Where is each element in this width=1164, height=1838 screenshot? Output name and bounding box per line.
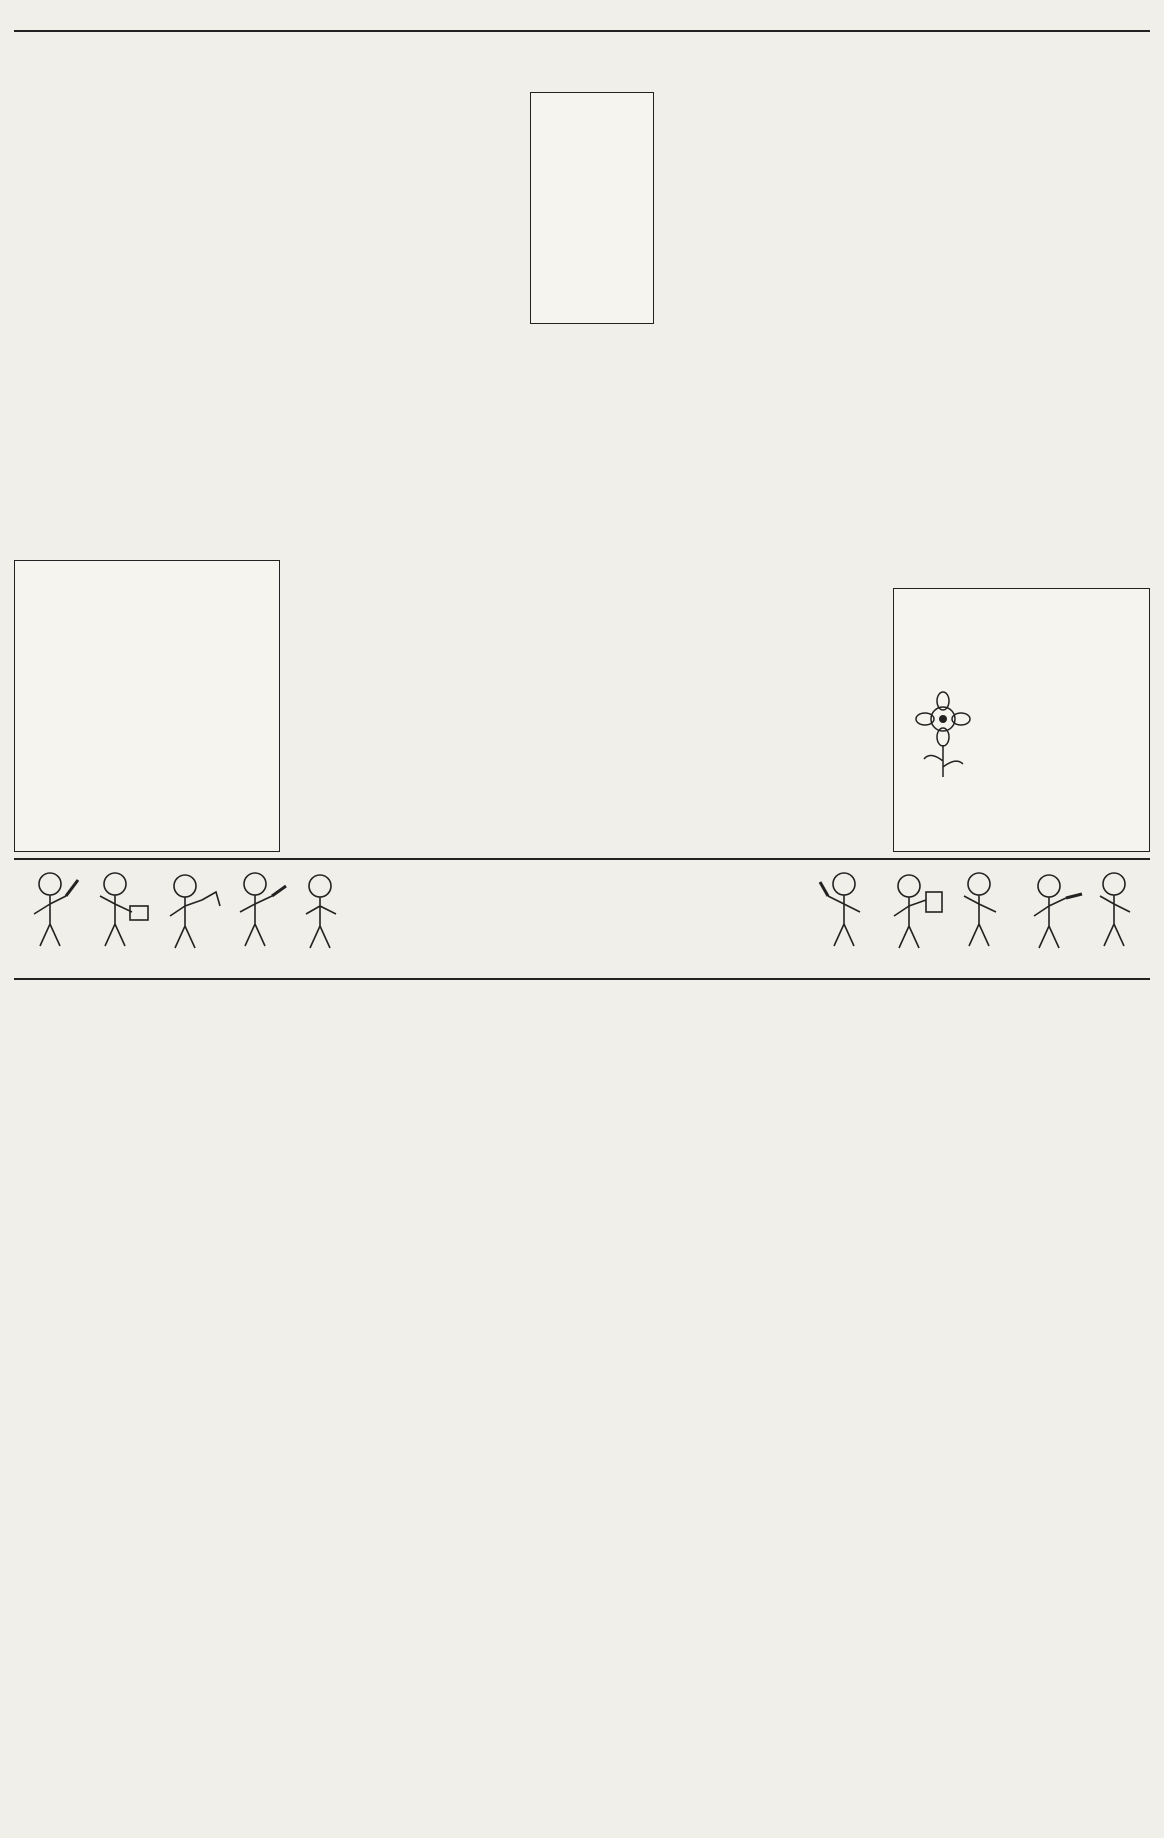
masthead — [14, 8, 1150, 32]
cartoon-workers-left-icon — [20, 866, 350, 950]
tv-sale-ad — [396, 160, 520, 340]
blue-grass-farms-ad — [893, 588, 1150, 852]
cartoon-workers-right-icon — [814, 866, 1144, 950]
aetna-ad — [530, 92, 654, 324]
keep-cool-ad — [14, 560, 280, 852]
directory-banner — [14, 858, 1150, 980]
flower-illustration — [908, 689, 978, 779]
keep-cool-intro — [15, 565, 279, 571]
service-directory — [14, 984, 1150, 1828]
